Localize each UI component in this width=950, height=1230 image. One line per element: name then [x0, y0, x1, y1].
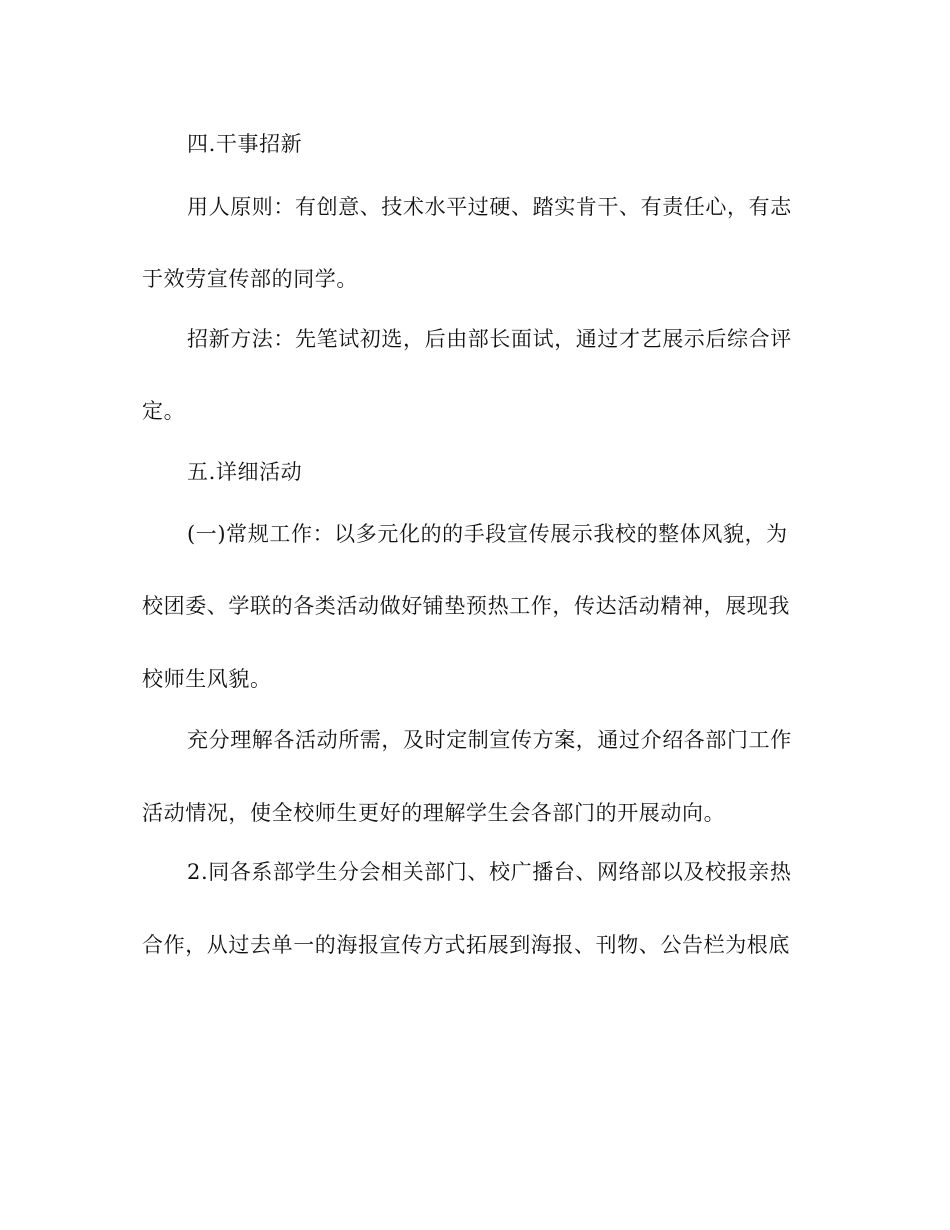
section-heading-activities: 五.详细活动	[187, 460, 303, 484]
paragraph-line: 招新方法：先笔试初选，后由部长面试，通过才艺展示后综合评	[187, 327, 792, 351]
paragraph-line: 用人原则：有创意、技术水平过硬、踏实肯干、有责任心，有志	[187, 195, 792, 219]
paragraph-line: 2.同各系部学生分会相关部门、校广播台、网络部以及校报亲热	[187, 860, 792, 884]
paragraph-line: (一)常规工作：以多元化的的手段宣传展示我校的整体风貌，为	[187, 522, 788, 546]
paragraph-line: 校团委、学联的各类活动做好铺垫预热工作，传达活动精神，展现我	[142, 594, 790, 618]
paragraph-line: 定。	[142, 399, 186, 423]
paragraph-line: 活动情况，使全校师生更好的理解学生会各部门的开展动向。	[142, 801, 726, 825]
paragraph-line: 充分理解各活动所需，及时定制宣传方案，通过介绍各部门工作	[187, 728, 792, 752]
paragraph-line: 合作，从过去单一的海报宣传方式拓展到海报、刊物、公告栏为根底	[142, 933, 790, 957]
section-heading-recruitment: 四.干事招新	[187, 132, 303, 156]
paragraph-line: 于效劳宣传部的同学。	[142, 267, 358, 291]
paragraph-line: 校师生风貌。	[142, 667, 272, 691]
